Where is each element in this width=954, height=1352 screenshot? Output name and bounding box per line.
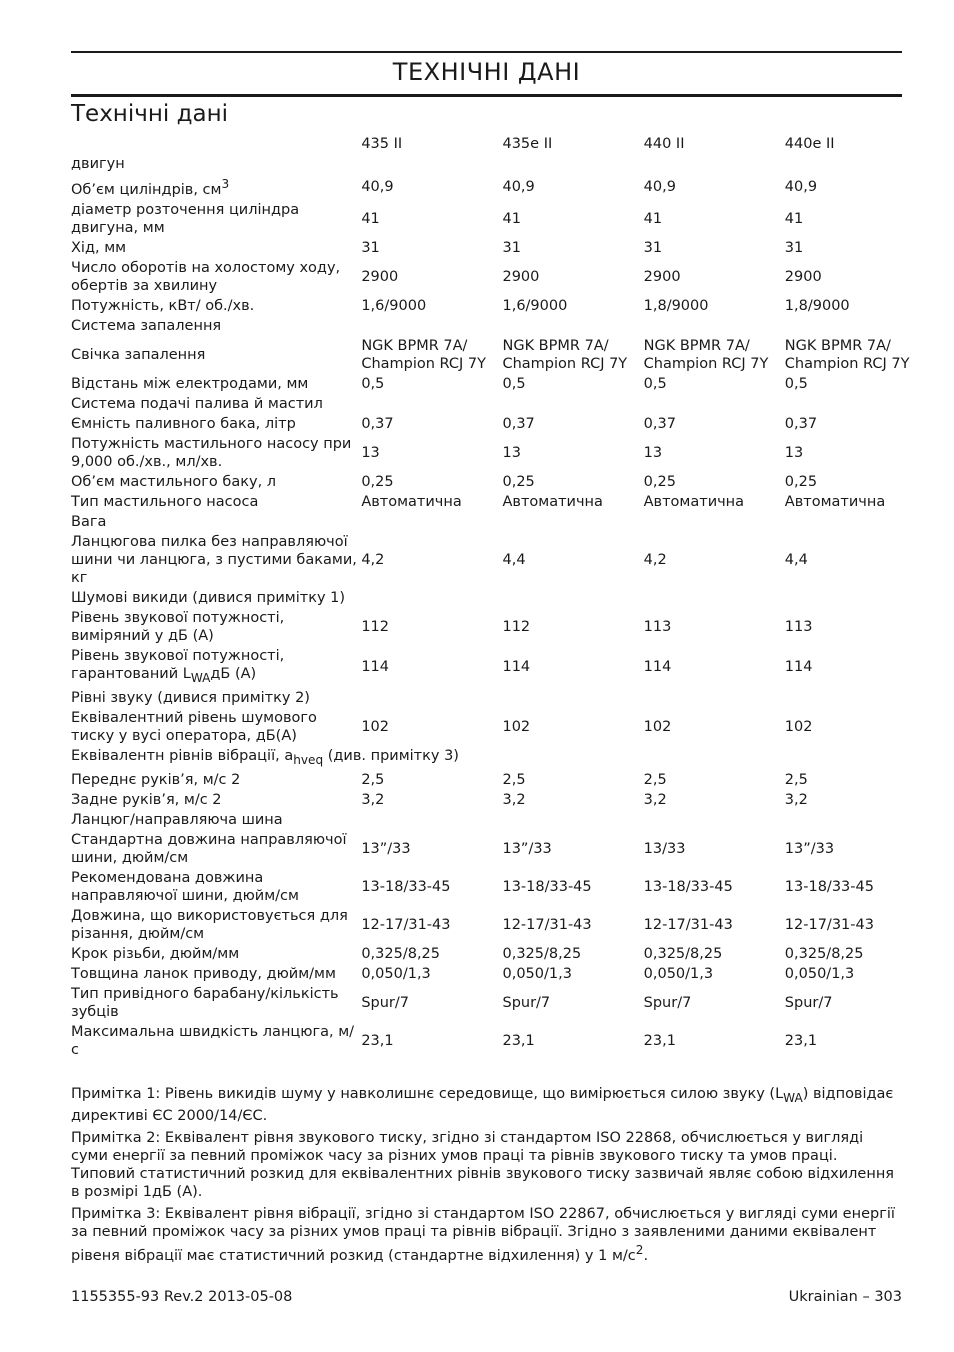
spec-value: 4,2 [361,551,385,568]
spec-label-text: Вага [71,513,107,530]
spec-label [71,238,361,258]
spec-value: 13 [361,444,380,461]
spec-label-text: Система подачі палива й мастил [71,395,323,412]
spec-value: 0,050/1,3 [643,965,714,982]
model-name: 435e II [502,136,553,152]
spec-value: 13”/33 [361,840,411,857]
spec-value: 40,9 [643,178,676,195]
spec-value: 112 [361,618,390,635]
document-id: 1155355-93 Rev.2 2013-05-08 [71,1289,293,1305]
spec-label-suffix: (див. примітку 3) [323,747,459,764]
spec-label [71,746,926,770]
spec-label [71,336,361,374]
spec-label-text: Задне руків’я, м/с 2 [71,791,222,808]
spec-value: 102 [502,718,531,735]
spec-value: 0,325/8,25 [784,945,864,962]
spec-value: 13/33 [643,840,686,857]
spec-value: 13”/33 [784,840,835,857]
spec-row [71,296,926,316]
note-1 [71,1085,901,1125]
spec-label [71,374,361,394]
spec-label-text: двигун [71,156,125,172]
spec-label [71,434,361,472]
spec-label [71,174,361,200]
note-2: Примітка 2: Еквівалент рівня звукового тиску, згідно зі стандартом ISO 22868, обчислюється у вигляді суми енергії за певний проміжок часу за різних умов праці та рівнів звукового тиску та умов праці. Типовий статистичний розкид для еквівалентних рівнів звукового тиску зазвичай являє собою відхилення в розмірі 1дБ (A). [71,1129,895,1200]
spec-label [71,588,926,608]
spec-value: 13-18/33-45 [361,878,451,895]
spec-value: 0,37 [502,415,535,432]
spec-label [71,688,926,708]
spec-row [71,708,926,746]
spec-label-text: Об’єм мастильного баку, л [71,473,277,490]
spec-value: 0,050/1,3 [361,965,431,982]
spec-value: 4,2 [643,551,667,568]
spec-label-text: Ланцюг/направляюча шина [71,811,283,828]
spec-row [71,414,926,434]
spec-value: 12-17/31-43 [361,916,451,933]
spec-label-text: Рівень звукової потужності, гарантований L [71,647,285,682]
spec-label-subscript: WA [190,670,211,685]
spec-table [71,133,926,1060]
model-name: 440 II [643,136,685,152]
model-name: 435 II [361,136,403,152]
spec-value: 114 [502,658,531,675]
spec-label [71,790,361,810]
spec-label [71,296,361,316]
note-3-text: Примітка 3: Еквівалент рівня вібрації, згідно зі стандартом ISO 22867, обчислюється у вигляді суми енергії за певний проміжок часу за різних умов праці та рівнів вібрації. Згідно з заявленими даними еквівалент рівеня вібрації має статистичний розкид (стандартне відхилення) у 1 м/с [71,1205,895,1264]
spec-value: 23,1 [502,1032,535,1049]
spec-value: 3,2 [361,791,385,808]
spec-label-text: Рекомендована довжина направляючої шини, дюйм/см [71,869,299,904]
spec-label [71,868,361,906]
note-1-text-end: ) відповідає директиві ЄС 2000/14/ЄС. [71,1086,894,1124]
spec-label [71,964,361,984]
spec-label [71,316,926,336]
spec-value: 12-17/31-43 [502,916,592,933]
spec-value: Автоматична [643,493,745,510]
spec-value: 0,37 [643,415,676,432]
spec-value: 0,325/8,25 [643,945,723,962]
spec-value: 3,2 [643,791,667,808]
spec-value: 113 [643,618,672,635]
spec-label-text: Потужність, кВт/ об./хв. [71,297,255,314]
spec-label-text: Максимальна швидкість ланцюга, м/с [71,1023,355,1058]
spec-value: 1,6/9000 [502,297,568,314]
spec-label [71,154,926,174]
spec-value: 3,2 [784,791,808,808]
spec-label-text: Рівні звуку (дивися примітку 2) [71,689,310,706]
spec-value: 113 [784,618,813,635]
spec-group-row [71,316,926,336]
spec-label-text: Хід, мм [71,239,127,256]
spec-label [71,708,361,746]
note-3 [71,1205,901,1265]
spec-group-row [71,810,926,830]
spec-row [71,906,926,944]
spec-label [71,810,926,830]
spec-label-text: Крок різьби, дюйм/мм [71,945,240,962]
spec-value: 2900 [361,268,399,285]
spec-row [71,984,926,1022]
spec-value: 4,4 [502,551,526,568]
spec-value: 23,1 [361,1032,394,1049]
spec-group-row [71,394,926,414]
spec-label-text: Свічка запалення [71,346,206,363]
notes [71,1085,901,1269]
spec-group-row [71,688,926,708]
spec-value: 102 [361,718,390,735]
spec-label [71,512,926,532]
spec-group-row [71,746,926,770]
spec-value: 40,9 [784,178,818,195]
spec-value: 31 [502,239,521,256]
spec-value: 0,37 [361,415,394,432]
spec-value: 13-18/33-45 [643,878,733,895]
spec-value: 0,25 [502,473,535,490]
spec-value: 2,5 [643,771,667,788]
spec-value: 0,050/1,3 [502,965,572,982]
spec-label-text: Еквівалентн рівнів вібрації, a [71,747,294,764]
spec-label [71,492,361,512]
spec-label-text: Рівень звукової потужності, виміряний у дБ (A) [71,609,285,644]
note-1-subscript: WA [783,1090,803,1105]
spec-value: 13 [502,444,521,461]
spec-body [71,154,926,1060]
spec-value: 13 [784,444,804,461]
spec-value: 114 [784,658,813,675]
spec-label [71,532,361,588]
spec-value: 23,1 [784,1032,818,1049]
spec-value: 0,5 [502,375,526,392]
spec-label [71,1022,361,1060]
spec-row [71,472,926,492]
spec-group-row [71,588,926,608]
spec-value: 102 [643,718,672,735]
spec-label-text: Тип мастильного насоса [71,493,259,510]
spec-group-row [71,512,926,532]
spec-value: 1,6/9000 [361,297,427,314]
spec-label-text: Ланцюгова пилка без направляючої шини чи ланцюга, з пустими баками, кг [71,533,357,586]
spec-label-text: Тип привідного барабану/кількість зубців [71,985,339,1020]
spec-value: 0,325/8,25 [361,945,441,962]
spec-value: 31 [361,239,380,256]
spec-value: NGK BPMR 7A/ Champion RCJ 7Y [502,337,628,372]
spec-value: 31 [784,239,804,256]
spec-value: 12-17/31-43 [643,916,733,933]
spec-value: NGK BPMR 7A/ Champion RCJ 7Y [361,337,487,372]
spec-row [71,200,926,238]
spec-value: 40,9 [502,178,535,195]
section-title: Технічні дані [71,101,228,127]
spec-value: 40,9 [361,178,394,195]
spec-label-text: Система запалення [71,317,222,334]
spec-value: 2900 [502,268,540,285]
page-header: ТЕХНІЧНІ ДАНІ [392,58,581,86]
spec-value: Spur/7 [643,994,692,1011]
spec-value: 13”/33 [502,840,552,857]
spec-value: NGK BPMR 7A/ Champion RCJ 7Y [643,337,769,372]
spec-row [71,374,926,394]
spec-value: 0,25 [643,473,676,490]
spec-value: 41 [643,210,663,227]
spec-label [71,608,361,646]
spec-label [71,394,926,414]
spec-value: 2,5 [502,771,526,788]
spec-value: 2,5 [784,771,808,788]
spec-value: Spur/7 [502,994,551,1011]
spec-label [71,944,361,964]
spec-label-subscript: hveq [293,752,324,767]
spec-value: Автоматична [502,493,603,510]
spec-label [71,258,361,296]
spec-value: Spur/7 [784,994,833,1011]
spec-value: 1,8/9000 [643,297,709,314]
spec-row [71,964,926,984]
spec-value: 2,5 [361,771,385,788]
spec-value: 0,37 [784,415,818,432]
spec-row [71,646,926,688]
spec-value: 114 [361,658,390,675]
header-top-rule [71,51,902,53]
spec-value: 2900 [784,268,822,285]
note-1-text: Примітка 1: Рівень викидів шуму у навколишнє середовище, що вимірюється силою звуку (L [71,1086,784,1102]
spec-value: 114 [643,658,672,675]
spec-row [71,434,926,472]
spec-value: 12-17/31-43 [784,916,874,933]
spec-label-text: Відстань між електродами, мм [71,375,309,392]
spec-group-row [71,154,926,174]
spec-value: 13-18/33-45 [502,878,592,895]
spec-value: 0,5 [784,375,808,392]
spec-value: 0,050/1,3 [784,965,855,982]
header-corner [71,133,361,154]
spec-value: NGK BPMR 7A/ Champion RCJ 7Y [784,337,910,372]
spec-value: 23,1 [643,1032,676,1049]
model-header-row [71,133,926,154]
spec-row [71,492,926,512]
spec-label [71,984,361,1022]
spec-value: 4,4 [784,551,808,568]
spec-row [71,174,926,200]
spec-label [71,472,361,492]
page-number: Ukrainian – 303 [788,1289,902,1305]
spec-value: 31 [643,239,663,256]
spec-label-text: Довжина, що використовується для різання, дюйм/см [71,907,348,942]
spec-label [71,906,361,944]
spec-row [71,790,926,810]
spec-label-suffix: дБ (A) [210,665,257,682]
spec-value: 2900 [643,268,681,285]
spec-row [71,238,926,258]
spec-label-text: Об’єм циліндрів, см [71,181,222,198]
spec-value: 1,8/9000 [784,297,850,314]
spec-label-text: Стандартна довжина направляючої шини, дюйм/см [71,831,347,866]
note-3-text-end: . [643,1247,649,1264]
spec-label-text: Ємність паливного бака, літр [71,415,296,432]
spec-value: 41 [784,210,804,227]
spec-label [71,414,361,434]
spec-label [71,200,361,238]
spec-row [71,336,926,374]
spec-value: 102 [784,718,813,735]
spec-value: 0,25 [361,473,394,490]
spec-value: 0,5 [643,375,667,392]
header-bottom-rule [71,94,902,97]
spec-label-text: Потужність мастильного насосу при 9,000 об./хв., мл/хв. [71,435,352,470]
spec-label-text: Еквівалентний рівень шумового тиску у вусі оператора, дБ(A) [71,709,317,744]
spec-value: Автоматична [784,493,886,510]
spec-label-text: Товщина ланок приводу, дюйм/мм [71,965,336,982]
spec-value: 41 [361,210,380,227]
spec-label-text: Переднє руків’я, м/с 2 [71,771,241,788]
spec-value: 112 [502,618,531,635]
spec-value: 0,325/8,25 [502,945,582,962]
spec-value: 13-18/33-45 [784,878,874,895]
spec-row [71,532,926,588]
spec-row [71,608,926,646]
spec-label-text: Шумові викиди (дивися примітку 1) [71,589,346,606]
spec-label [71,770,361,790]
spec-value: Автоматична [361,493,462,510]
spec-value: 13 [643,444,663,461]
spec-value: 0,25 [784,473,818,490]
spec-value: 3,2 [502,791,526,808]
spec-label-text: Число оборотів на холостому ходу, обертів за хвилину [71,259,341,294]
spec-row [71,944,926,964]
spec-row [71,830,926,868]
spec-label-superscript: 3 [221,177,230,191]
spec-row [71,1022,926,1060]
spec-row [71,258,926,296]
spec-value: 0,5 [361,375,385,392]
spec-row [71,770,926,790]
model-name: 440e II [784,136,835,152]
spec-row [71,868,926,906]
note-3-superscript: 2 [635,1242,644,1257]
spec-label [71,646,361,688]
spec-value: 41 [502,210,521,227]
spec-value: Spur/7 [361,994,409,1011]
spec-label [71,830,361,868]
spec-label-text: діаметр розточення циліндра двигуна, мм [71,201,300,236]
